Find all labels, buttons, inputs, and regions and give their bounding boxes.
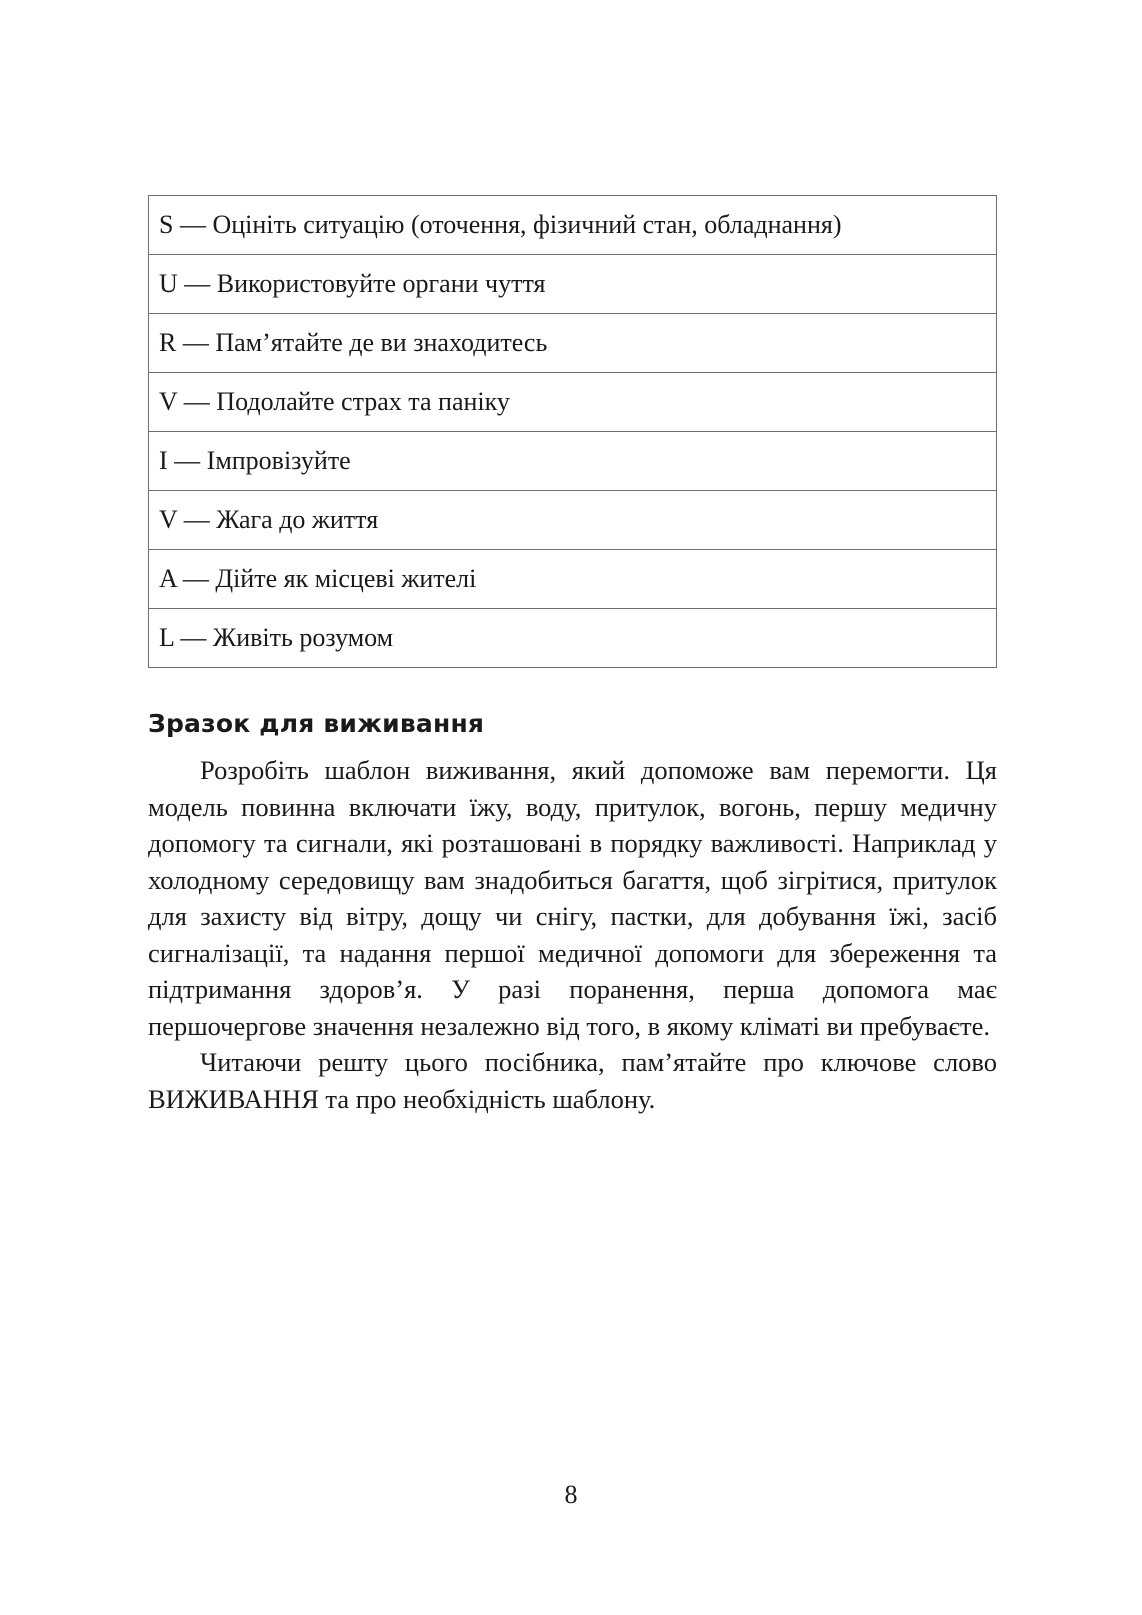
- body-paragraph-1: Розробіть шаблон виживання, який допоможе вам перемогти. Ця модель повинна включати їжу, воду, притулок, вогонь, першу медичну допомогу та сигнали, які розташовані в порядку важливості. Наприклад у холодному середовищу вам знадобиться багаття, щоб зігрітися, притулок для захисту від вітру, дощу чи снігу, пастки, для добування їжі, засіб сигналізації, та надання першої медичної допомоги для збереження та підтримання здоров’я. У разі поранення, перша допомога має першочергове значення незалежно від того, в якому кліматі ви пребуваєте.: [148, 755, 997, 1041]
- table-row: [149, 196, 997, 255]
- table-cell-r: R — Пам’ятайте де ви знаходитесь: [149, 314, 997, 373]
- table-cell-l: L — Живіть розумом: [149, 609, 997, 668]
- survival-acronym-table: [148, 195, 997, 668]
- section-body: [148, 752, 997, 1117]
- table-row: [149, 491, 997, 550]
- table-row: [149, 550, 997, 609]
- table-row: [149, 432, 997, 491]
- table-cell-i: I — Імпровізуйте: [149, 432, 997, 491]
- table-cell-a: A — Дійте як місцеві жителі: [149, 550, 997, 609]
- table-row: [149, 373, 997, 432]
- table-cell-s: S — Оцініть ситуацію (оточення, фізичний стан, обладнання): [149, 196, 997, 255]
- table-cell-v2: V — Жага до життя: [149, 491, 997, 550]
- table-row: [149, 255, 997, 314]
- table-row: [149, 609, 997, 668]
- body-paragraph-2: Читаючи решту цього посібника, пам’ятайте про ключове слово ВИЖИВАННЯ та про необхідність шаблону.: [148, 1047, 997, 1114]
- table-row: [149, 314, 997, 373]
- table-cell-u: U — Використовуйте органи чуття: [149, 255, 997, 314]
- page-number: 8: [564, 1480, 578, 1509]
- table-cell-v: V — Подолайте страх та паніку: [149, 373, 997, 432]
- section-heading: Зразок для виживання: [148, 709, 485, 738]
